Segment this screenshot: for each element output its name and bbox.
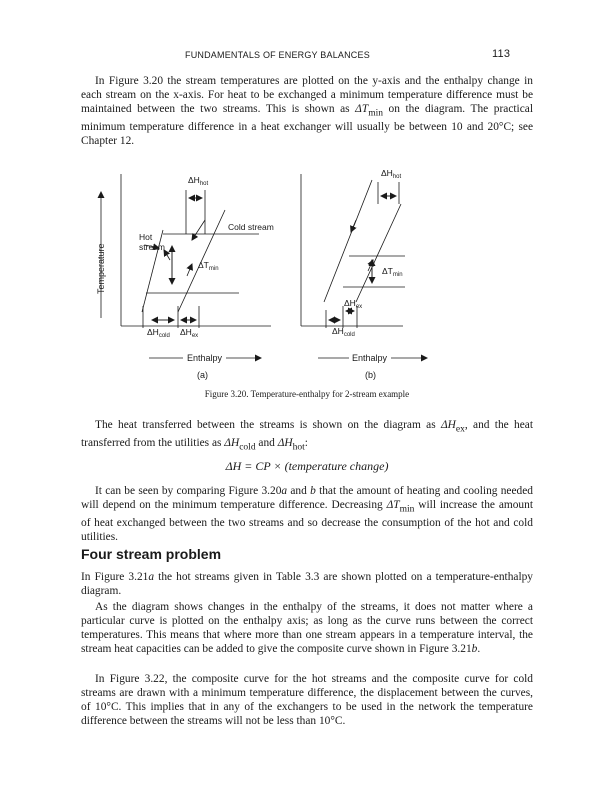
panel-b-dh-cold-label: $\Delta H_{cold}$	[332, 326, 355, 338]
panel-a-cold-stream-label: Cold stream	[228, 222, 274, 232]
panel-a-enthalpy-label: Enthalpy	[187, 353, 223, 363]
running-header-title: FUNDAMENTALS OF ENERGY BALANCES	[185, 50, 370, 60]
panel-b-dh-hot-label: $\Delta H_{hot}$	[381, 168, 402, 180]
panel-a-dt-min-label: $\Delta T_{min}$	[198, 260, 219, 272]
panel-b-dh-ex-label: $\Delta H_{ex}$	[344, 298, 363, 310]
panel-b-dt-min-label: $\Delta T_{min}$	[382, 266, 403, 278]
intro-paragraph: In Figure 3.20 the stream temperatures are plotted on the y-axis and the enthalpy change in each stream on the x-axis. For heat to be exchanged a minimum temperature difference must be maintained between the two streams. This is shown as $\Delta T_{min}$ on the diagram. The practical minimum temperature difference in a heat exchanger will usually be between 10 and 20°C; see Chapter 12.	[81, 75, 533, 148]
temperature-enthalpy-diagram	[81, 160, 533, 386]
section-heading: Four stream problem	[81, 546, 222, 562]
temperature-axis-label: Temperature	[96, 243, 106, 294]
figure-3-20	[81, 160, 533, 386]
page-number: 113	[492, 48, 511, 60]
panel-a-dh-hot-label: $\Delta H_{hot}$	[188, 175, 209, 187]
enthalpy-equation: ΔH = CP × (temperature change)	[225, 459, 389, 473]
figure-caption: Figure 3.20. Temperature-enthalpy for 2-stream example	[204, 389, 410, 399]
panel-b-enthalpy-label: Enthalpy	[352, 353, 388, 363]
panel-b-hot-flow-arrow	[351, 220, 356, 232]
panel-a-cold-flow-arrow	[187, 264, 192, 276]
four-stream-paragraph-3: In Figure 3.22, the composite curve for the hot streams and the composite curve for cold streams are drawn with a minimum temperature difference, the displacement between the curves, of 10°C. This implies that in any of the exchangers to be used in the network the temperature difference between the streams will not be less than 10°C.	[81, 673, 533, 727]
panel-a-label: (a)	[197, 370, 208, 380]
panel-a-stream-label: stream	[139, 242, 165, 252]
four-stream-paragraph-2: As the diagram shows changes in the enthalpy of the streams, it does not matter where a particular curve is plotted on the enthalpy axis; as long as the curve runs between the correct temperatures. This means that where more than one stream appears in a temperature interval, the stream heat capacities can be added to give the composite curve shown in Figure 3.21b.	[81, 601, 533, 655]
panel-a-hot-label: Hot	[139, 232, 153, 242]
panel-b-label: (b)	[365, 370, 376, 380]
panel-a-dh-ex-label: $\Delta H_{ex}$	[180, 327, 199, 339]
panel-a-dh-cold-label: $\Delta H_{cold}$	[147, 327, 170, 339]
panel-a-cold-stream-leader	[192, 220, 205, 240]
four-stream-paragraph-1: In Figure 3.21a the hot streams given in Table 3.3 are shown plotted on a temperature-enthalpy diagram.	[81, 571, 533, 597]
comparison-paragraph: It can be seen by comparing Figure 3.20a and b that the amount of heating and cooling needed will depend on the minimum temperature difference. Decreasing $\Delta T_{min}$ will increase the amount of heat exchanged between the two streams and so decrease the consumption of the hot and cold utilities.	[81, 485, 533, 544]
heat-transfer-paragraph: The heat transferred between the streams is shown on the diagram as $\Delta H_{ex}$, and the heat transferred from the utilities as $\Delta H_{cold}$ and $\Delta H_{hot}$:	[81, 419, 533, 453]
